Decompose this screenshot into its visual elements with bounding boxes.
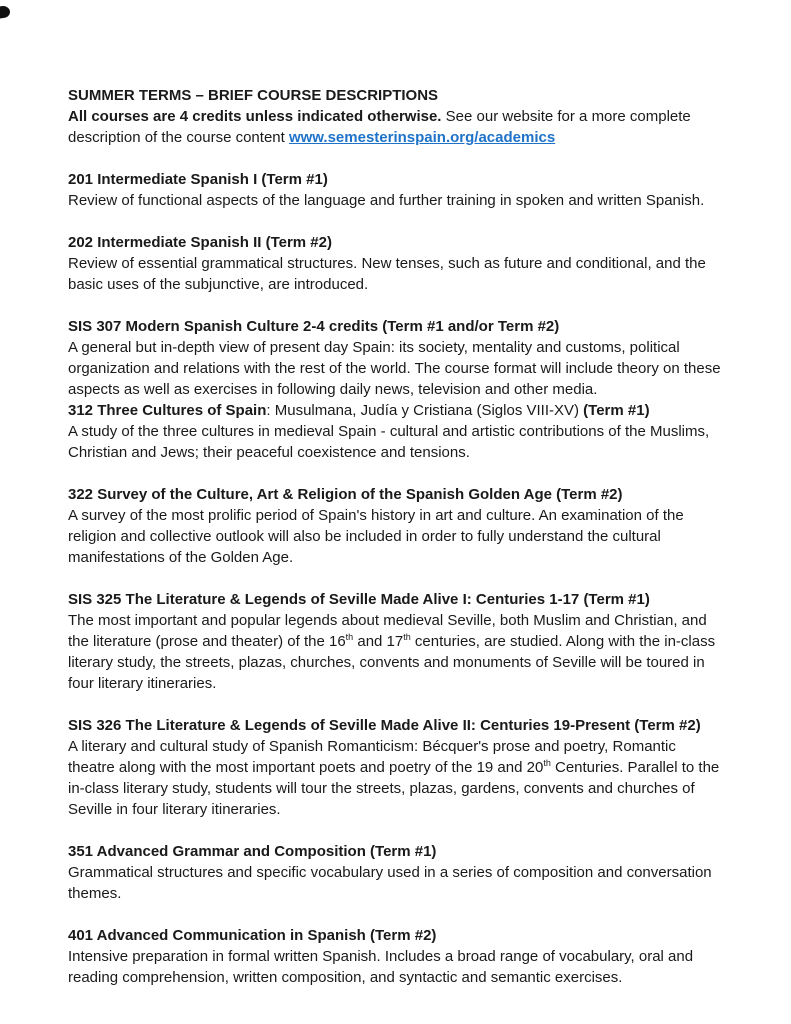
course-title: 201 Intermediate Spanish I (Term #1) [68,171,328,188]
document-content [68,85,726,988]
intro-bold-text: All courses are 4 credits unless indicated otherwise. [68,108,442,125]
course-entry [68,316,726,400]
course-entry [68,925,726,988]
course-entry [68,715,726,820]
website-link[interactable]: www.semesterinspain.org/academics [288,129,556,146]
course-entry [68,841,726,904]
course-title: SIS 326 The Literature & Legends of Seville Made Alive II: Centuries 19-Present (Term #2) [68,717,701,734]
course-list [68,169,726,988]
course-entry [68,589,726,694]
course-description: Intensive preparation in formal written Spanish. Includes a broad range of vocabulary, oral and reading comprehension, written composition, and syntactic and semantic exercises. [68,948,694,986]
course-entry [68,169,726,211]
intro-regular-text: See our website for a more complete description of the course content [68,108,691,146]
course-entry [68,484,726,568]
document-header [68,85,726,148]
course-description: A general but in-depth view of present day Spain: its society, mentality and customs, political organization and relations with the rest of the world. The course format will include theory on these aspects as well as exercises in following daily news, television and other media. [68,339,721,398]
scan-artifact [0,5,11,19]
course-entry [68,232,726,295]
course-title: SIS 325 The Literature & Legends of Seville Made Alive I: Centuries 1-17 (Term #1) [68,591,650,608]
course-description: Review of essential grammatical structures. New tenses, such as future and conditional, and the basic uses of the subjunctive, are introduced. [68,255,706,293]
course-description: Review of functional aspects of the language and further training in spoken and written Spanish. [68,192,705,209]
course-description: A survey of the most prolific period of Spain's history in art and culture. An examination of the religion and collective outlook will also be included in order to fully understand the cultural manifestations of the Golden Age. [68,507,684,566]
course-title: SIS 307 Modern Spanish Culture 2-4 credits (Term #1 and/or Term #2) [68,318,560,335]
course-title: 202 Intermediate Spanish II (Term #2) [68,234,332,251]
course-description: Grammatical structures and specific vocabulary used in a series of composition and conversation themes. [68,864,712,902]
course-title: 401 Advanced Communication in Spanish (Term #2) [68,927,437,944]
course-entry [68,400,726,463]
course-title: 351 Advanced Grammar and Composition (Term #1) [68,843,437,860]
intro-paragraph [68,106,726,148]
course-title: 312 Three Cultures of Spain: Musulmana, Judía y Cristiana (Siglos VIII-XV) (Term #1) [68,402,650,419]
course-description: The most important and popular legends about medieval Seville, both Muslim and Christian, and the literature (prose and theater) of the 16th and 17th centuries, are studied. Along with the in-class literary study, the streets, plazas, churches, convents and monuments of Seville will be toured in four literary itineraries. [68,612,716,692]
course-description: A literary and cultural study of Spanish Romanticism: Bécquer's prose and poetry, Romantic theatre along with the most important poets and poetry of the 19 and 20th Centuries. Parallel to the in-class literary study, students will tour the streets, plazas, gardens, convents and churches of Seville in four literary itineraries. [68,738,720,818]
page-title: SUMMER TERMS – BRIEF COURSE DESCRIPTIONS [68,87,439,104]
course-title: 322 Survey of the Culture, Art & Religion of the Spanish Golden Age (Term #2) [68,486,623,503]
course-description: A study of the three cultures in medieval Spain - cultural and artistic contributions of the Muslims, Christian and Jews; their peaceful coexistence and tensions. [68,423,710,461]
